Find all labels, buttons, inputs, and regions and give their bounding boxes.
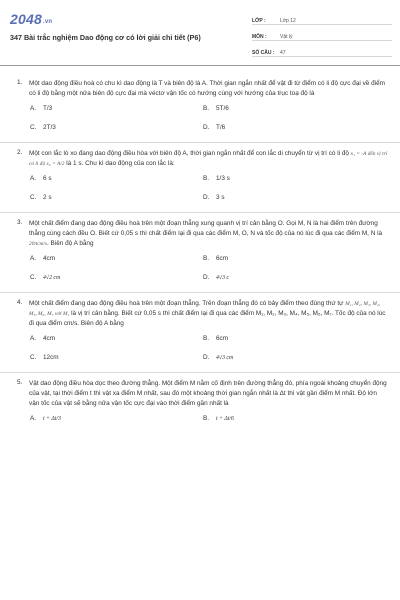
answer-options (29, 409, 388, 428)
question-number: 5. (17, 379, 23, 386)
logo-suffix: .vn (42, 19, 53, 25)
answer-option[interactable]: D. T/6 (203, 124, 226, 131)
answer-option[interactable]: A. 4cm (30, 255, 56, 262)
question-number: 2. (17, 149, 23, 156)
question-list (0, 66, 400, 428)
question-text: Một chất điểm đang dao động điều hoà trên một đoạn thẳng. Trên đoạn thẳng đó có bảy điểm theo đúng thứ tự M₁, M₂, M₃, M₄, M₅, M₆, M₇ với M₄ là vị trí cân bằng. Biết cứ 0,05 s thì chất điểm lại đi qua các điểm M₁, M₂, M₃, M₄, M₅, M₆, M₇. Tốc độ của nó lúc đi qua điểm cm/s. Biên độ A bằng (29, 300, 386, 327)
question-formula: 20πcm/s (29, 241, 47, 247)
question-number: 1. (17, 79, 23, 86)
answer-option[interactable]: A. 4cm (30, 335, 56, 342)
question-5 (17, 379, 388, 428)
exam-meta (252, 12, 392, 60)
question-1 (17, 79, 388, 137)
answer-option[interactable]: B. 6cm (203, 335, 229, 342)
question-text: Một dao động điều hoà có chu kì dao động là T và biên độ là A. Thời gian ngắn nhất để vật đi từ điểm có li độ cực đại về điểm có li độ bằng một nửa biên độ cực đại mà véctơ vận tốc có hướng cùng với hướng của trục toạ độ là (29, 80, 385, 97)
site-logo[interactable] (10, 11, 52, 27)
divider (0, 292, 400, 293)
answer-option[interactable]: B. t + Δt/6 (203, 415, 234, 422)
question-4 (17, 299, 388, 367)
meta-grade (252, 12, 392, 25)
divider (0, 212, 400, 213)
answer-option[interactable]: D. 3 s (203, 194, 225, 201)
meta-label: LỚP : (252, 18, 266, 24)
question-2 (17, 149, 388, 207)
answer-option[interactable]: A. t + Δt/3 (30, 415, 61, 422)
meta-value: Lớp 12 (280, 18, 296, 24)
answer-option[interactable]: A. T/3 (30, 105, 53, 112)
meta-subject (252, 28, 392, 41)
question-text: Một con lắc lò xo đang dao động điều hòa với biên độ A, thời gian ngắn nhất để con lắc di chuyển từ vị trí có li độ x₁ = -A đến vị trí có li độ x₂ = A/2 là 1 s. Chu kì dao động của con lắc là: (29, 150, 388, 167)
page-header (0, 0, 400, 66)
meta-label: MÔN : (252, 34, 267, 40)
divider (0, 372, 400, 373)
answer-options (29, 249, 388, 287)
answer-option[interactable]: C. 2 s (30, 194, 52, 201)
question-formula: x₁ = -A đến vị trí có li độ x₂ = A/2 (29, 151, 388, 167)
meta-label: SỐ CÂU : (252, 50, 275, 56)
answer-option[interactable]: B. 1/3 s (203, 175, 230, 182)
question-text: Vật dao động điều hòa dọc theo đường thẳng. Một điểm M nằm cố định trên đường thẳng đó, phía ngoài khoảng chuyển động của vật, tại thời điểm t thì vật xa điểm M nhất, sau đó một khoảng thời gian ngắn nhất là Δt thì vật gần điểm M nhất. Độ lớn vận tốc của vật sẽ bằng nửa vận tốc cực đại vào thời điểm gần nhất là (29, 380, 387, 407)
meta-count (252, 44, 392, 57)
page-title: 347 Bài trắc nghiệm Dao động cơ có lời giải chi tiết (P6) (10, 33, 201, 42)
answer-option[interactable]: C. 12cm (30, 354, 59, 361)
answer-options (29, 329, 388, 367)
answer-option[interactable]: C. 2T/3 (30, 124, 56, 131)
logo-text: 2048 (10, 11, 42, 27)
answer-option[interactable]: D. 4√3 cm (203, 354, 234, 361)
question-text: Một chất điểm đang dao động điều hoà trên một đoạn thẳng xung quanh vị trí cân bằng O. Gọi M, N là hai điểm trên đường thẳng cùng cách đều O. Biết cứ 0,05 s thì chất điểm lại đi qua các điểm M, O, N và tốc độ của nó lúc đi qua các điểm M, N là 20πcm/s. Biên độ A bằng (29, 220, 383, 247)
question-3 (17, 219, 388, 287)
meta-value: 47 (280, 50, 286, 56)
meta-value: Vật lý (280, 34, 293, 40)
answer-options (29, 99, 388, 137)
answer-options (29, 169, 388, 207)
answer-option[interactable]: C. 4√2 cm (30, 274, 61, 281)
question-number: 3. (17, 219, 23, 226)
question-number: 4. (17, 299, 23, 306)
answer-option[interactable]: D. 4√3 c (203, 274, 230, 281)
divider (0, 142, 400, 143)
answer-option[interactable]: B. 6cm (203, 255, 229, 262)
answer-option[interactable]: B. 5T/6 (203, 105, 229, 112)
answer-option[interactable]: A. 6 s (30, 175, 52, 182)
question-formula: M₁, M₂, M₃, M₄, M₅, M₆, M₇ với M₄ (29, 301, 381, 317)
